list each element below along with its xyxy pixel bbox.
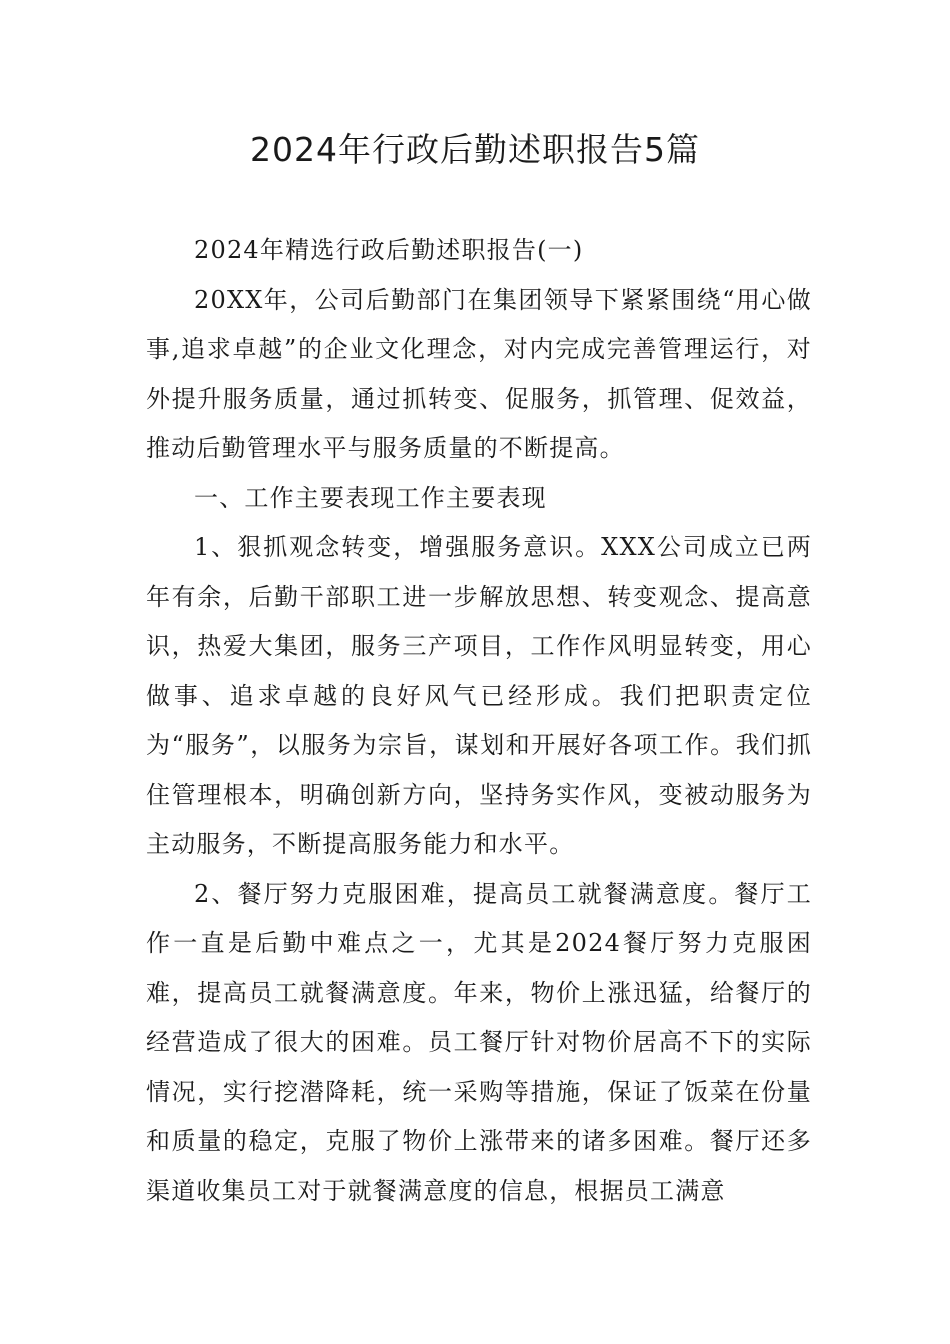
body-paragraph: 20XX年，公司后勤部门在集团领导下紧紧围绕“用心做事,追求卓越”的企业文化理念，对内完成完善管理运行，对外提升服务质量，通过抓转变、促服务，抓管理、促效益，推动后勤管理水平与服务质量的不断提高。 [146, 285, 812, 462]
document-body [146, 226, 812, 1216]
body-paragraph: 1、狠抓观念转变，增强服务意识。XXX公司成立已两年有余，后勤干部职工进一步解放思想、转变观念、提高意识，热爱大集团，服务三产项目，工作作风明显转变，用心做事、追求卓越的良好风气已经形成。我们把职责定位为“服务”，以服务为宗旨，谋划和开展好各项工作。我们抓住管理根本，明确创新方向，坚持务实作风，变被动服务为主动服务，不断提高服务能力和水平。 [146, 533, 812, 858]
section-heading: 一、工作主要表现工作主要表现 [194, 483, 547, 512]
section-heading: 2024年精选行政后勤述职报告(一) [194, 236, 584, 264]
document-title: 2024年行政后勤述职报告5篇 [250, 130, 700, 169]
body-paragraph: 2、餐厅努力克服困难，提高员工就餐满意度。餐厅工作一直是后勤中难点之一，尤其是2024餐厅努力克服困难，提高员工就餐满意度。年来，物价上涨迅猛，给餐厅的经营造成了很大的困难。员工餐厅针对物价居高不下的实际情况，实行挖潜降耗，统一采购等措施，保证了饭菜在份量和质量的稳定，克服了物价上涨带来的诸多困难。餐厅还多渠道收集员工对于就餐满意度的信息，根据员工满意 [146, 879, 812, 1205]
